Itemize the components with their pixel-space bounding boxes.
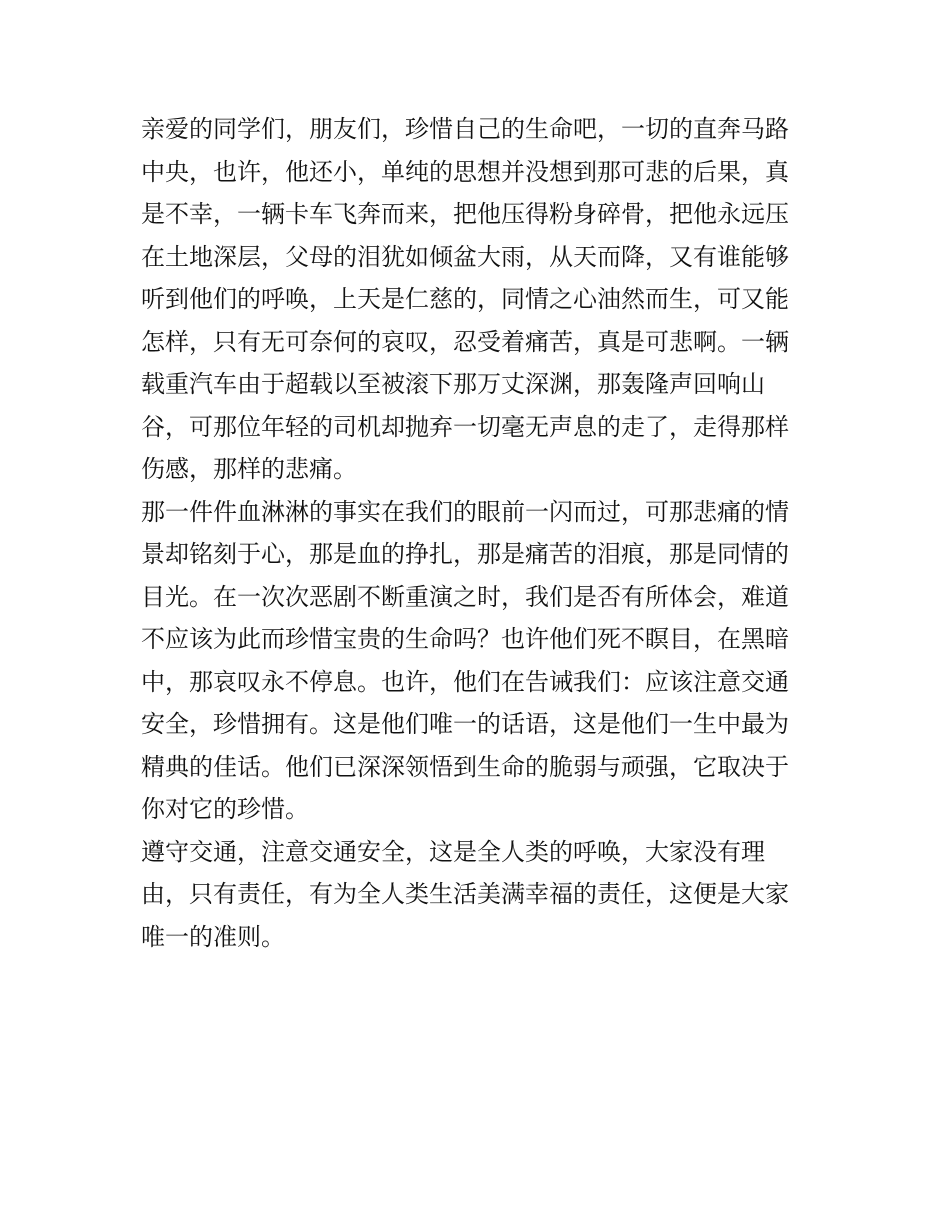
text-line: 不应该为此而珍惜宝贵的生命吗？也许他们死不瞑目，在黑暗 bbox=[141, 625, 789, 653]
text-line: 精典的佳话。他们已深深领悟到生命的脆弱与顽强，它取决于 bbox=[141, 752, 789, 781]
document-body bbox=[141, 108, 813, 958]
text-line: 怎样，只有无可奈何的哀叹，忍受着痛苦，真是可悲啊。一辆 bbox=[141, 327, 789, 356]
text-line: 载重汽车由于超载以至被滚下那万丈深渊，那轰隆声回响山 bbox=[141, 370, 765, 398]
text-line: 听到他们的呼唤，上天是仁慈的，同情之心油然而生，可又能 bbox=[141, 285, 789, 313]
text-line: 遵守交通，注意交通安全，这是全人类的呼唤，大家没有理 bbox=[141, 837, 765, 866]
text-line: 伤感，那样的悲痛。 bbox=[141, 455, 357, 483]
text-line: 景却铭刻于心，那是血的挣扎，那是痛苦的泪痕，那是同情的 bbox=[141, 540, 789, 568]
text-line: 唯一的准则。 bbox=[141, 922, 285, 951]
text-line: 你对它的珍惜。 bbox=[141, 795, 309, 823]
text-line: 中，那哀叹永不停息。也许，他们在告诫我们：应该注意交通 bbox=[141, 667, 789, 696]
text-line: 在土地深层，父母的泪犹如倾盆大雨，从天而降，又有谁能够 bbox=[141, 242, 789, 271]
text-line: 目光。在一次次恶剧不断重演之时，我们是否有所体会，难道 bbox=[141, 582, 789, 611]
text-line: 那一件件血淋淋的事实在我们的眼前一闪而过，可那悲痛的情 bbox=[141, 497, 789, 526]
text-line: 安全，珍惜拥有。这是他们唯一的话语，这是他们一生中最为 bbox=[141, 710, 789, 738]
text-line: 谷，可那位年轻的司机却抛弃一切毫无声息的走了，走得那样 bbox=[141, 412, 789, 441]
text-line: 亲爱的同学们，朋友们，珍惜自己的生命吧，一切的直奔马路 bbox=[141, 115, 789, 143]
text-line: 中央，也许，他还小，单纯的思想并没想到那可悲的后果，真 bbox=[141, 157, 789, 186]
text-line: 是不幸，一辆卡车飞奔而来，把他压得粉身碎骨，把他永远压 bbox=[141, 200, 789, 228]
text-line: 由，只有责任，有为全人类生活美满幸福的责任，这便是大家 bbox=[141, 880, 789, 908]
